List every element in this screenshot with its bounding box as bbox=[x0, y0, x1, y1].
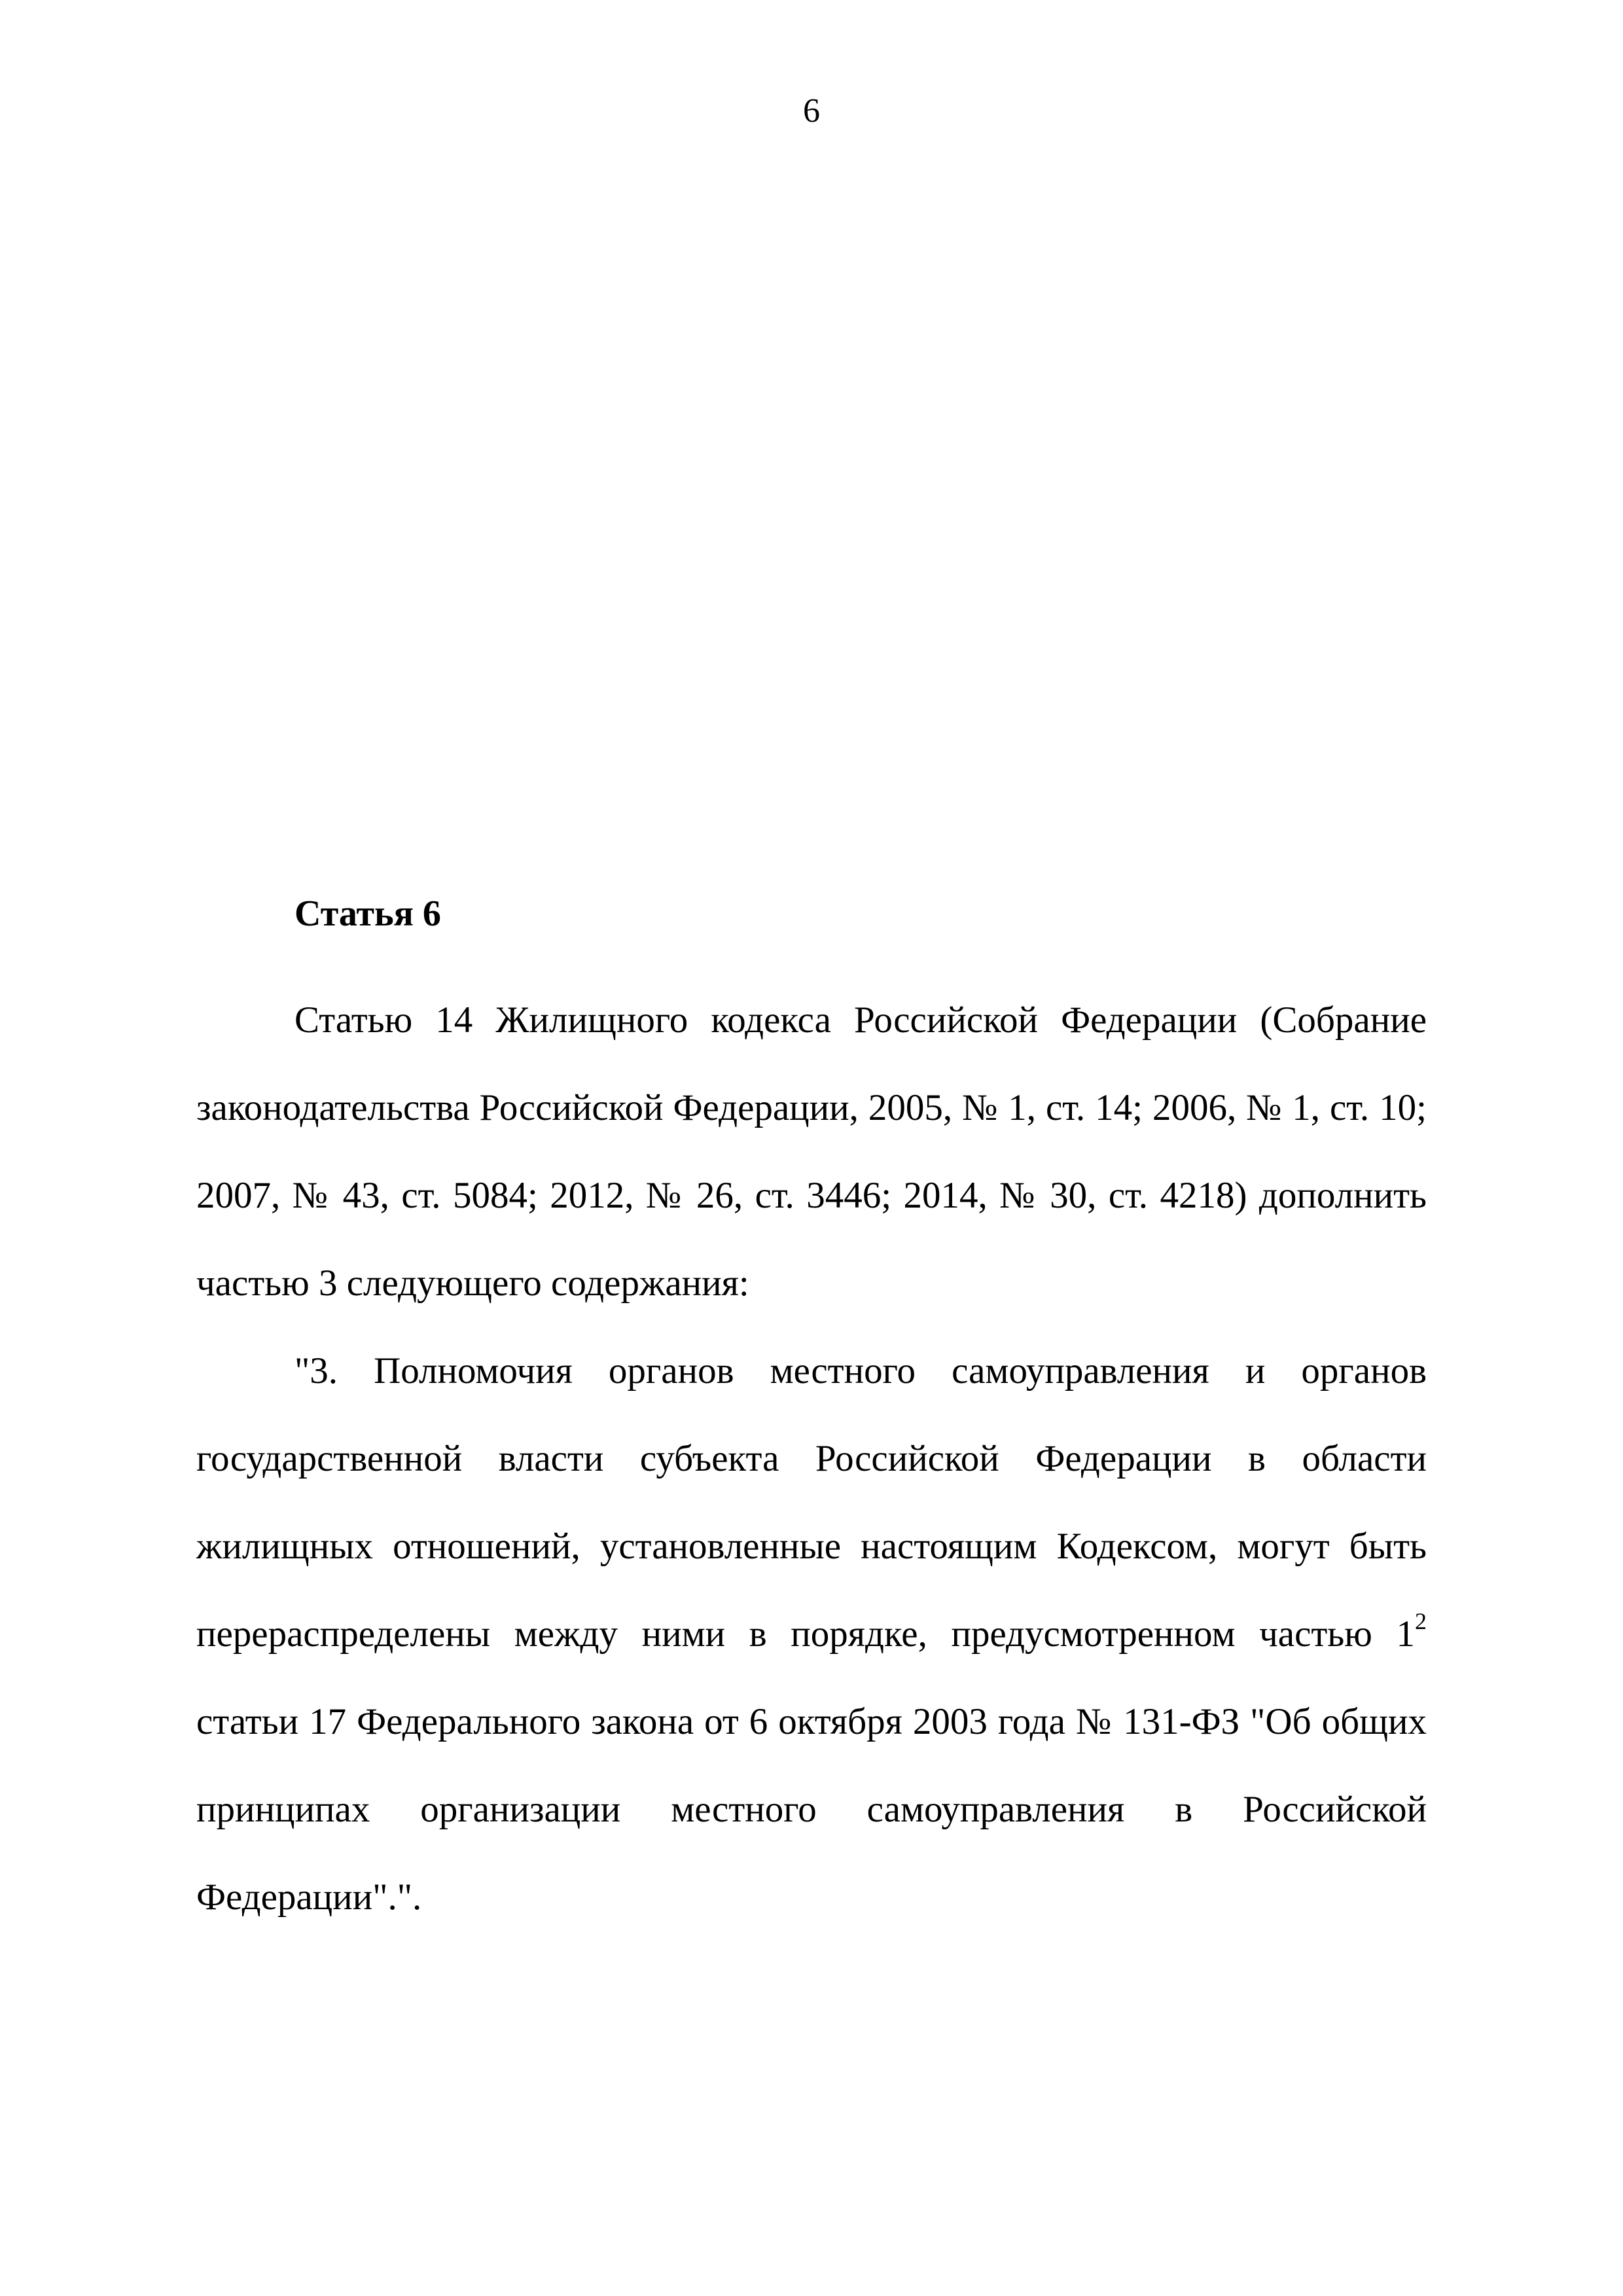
paragraph-2-text-part-2: статьи 17 Федерального закона от 6 октября 2003 года № 131-ФЗ "Об общих принципах организации местного самоуправления в Российской Федерации".". bbox=[196, 1701, 1427, 1918]
article-paragraph-2 bbox=[196, 1327, 1427, 1941]
paragraph-2-superscript: 2 bbox=[1415, 1608, 1427, 1634]
article-paragraph-1: Статью 14 Жилищного кодекса Российской Федерации (Собрание законодательства Российской Федерации, 2005, № 1, ст. 14; 2006, № 1, ст. 10; 2007, № 43, ст. 5084; 2012, № 26, ст. 3446; 2014, № 30, ст. 4218) дополнить частью 3 следующего содержания: bbox=[196, 999, 1427, 1304]
paragraph-2-text-part-1: "3. Полномочия органов местного самоуправления и органов государственной власти субъекта Российской Федерации в области жилищных отношений, установленные настоящим Кодексом, могут быть перераспределены между ними в порядке, предусмотренном частью 1 bbox=[196, 1350, 1427, 1655]
article-title: Статья 6 bbox=[294, 893, 441, 934]
article-body bbox=[196, 890, 1427, 1941]
page-number: 6 bbox=[803, 92, 820, 130]
